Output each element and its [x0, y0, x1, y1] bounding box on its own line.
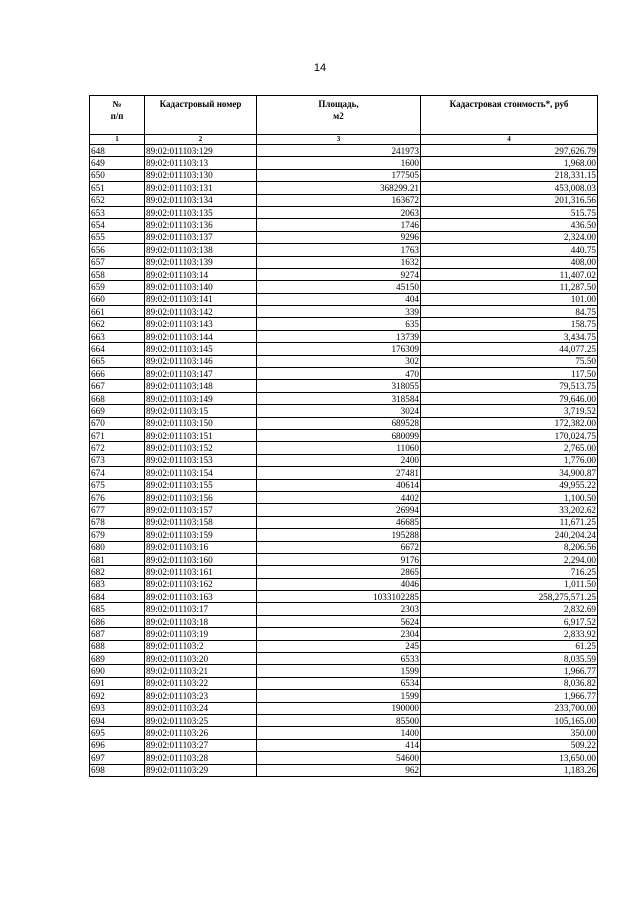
header-area-line2: м2: [333, 111, 344, 121]
row-number-cell: 681: [90, 553, 145, 565]
table-row: [90, 244, 598, 256]
cadastral-cost-cell: 509.22: [421, 739, 598, 751]
cadastral-number-cell: 89:02:011103:156: [145, 491, 257, 503]
table-row: [90, 727, 598, 739]
cadastral-cost-cell: 436.50: [421, 219, 598, 231]
cadastral-number-cell: 89:02:011103:13: [145, 157, 257, 169]
area-cell: 404: [257, 293, 421, 305]
cadastral-cost-cell: 172,382.00: [421, 417, 598, 429]
cadastral-cost-cell: 49,955.22: [421, 479, 598, 491]
area-cell: 6534: [257, 677, 421, 689]
area-cell: 2303: [257, 603, 421, 615]
area-cell: 163672: [257, 194, 421, 206]
cadastral-cost-cell: 33,202.62: [421, 504, 598, 516]
column-number-4: 4: [421, 135, 598, 145]
cadastral-number-cell: 89:02:011103:152: [145, 442, 257, 454]
row-number-cell: 683: [90, 578, 145, 590]
table-row: [90, 516, 598, 528]
row-number-cell: 680: [90, 541, 145, 553]
cadastral-cost-cell: 408.00: [421, 256, 598, 268]
area-cell: 1746: [257, 219, 421, 231]
cadastral-number-cell: 89:02:011103:159: [145, 529, 257, 541]
table-row: [90, 182, 598, 194]
table-row: [90, 653, 598, 665]
area-cell: 3024: [257, 405, 421, 417]
cadastral-number-cell: 89:02:011103:17: [145, 603, 257, 615]
cadastral-number-cell: 89:02:011103:147: [145, 368, 257, 380]
table-row: [90, 591, 598, 603]
row-number-cell: 662: [90, 318, 145, 330]
row-number-cell: 655: [90, 231, 145, 243]
row-number-cell: 652: [90, 194, 145, 206]
table-row: [90, 145, 598, 157]
cadastral-cost-cell: 350.00: [421, 727, 598, 739]
cadastral-cost-cell: 61.25: [421, 640, 598, 652]
table-row: [90, 343, 598, 355]
cadastral-cost-cell: 3,434.75: [421, 330, 598, 342]
cadastral-number-cell: 89:02:011103:151: [145, 429, 257, 441]
table-row: [90, 702, 598, 714]
table-row: [90, 479, 598, 491]
table-row: [90, 318, 598, 330]
cadastral-cost-cell: 170,024.75: [421, 429, 598, 441]
cadastral-cost-cell: 1,966.77: [421, 665, 598, 677]
cadastral-cost-cell: 8,206.56: [421, 541, 598, 553]
row-number-cell: 673: [90, 454, 145, 466]
area-cell: 11060: [257, 442, 421, 454]
cadastral-number-cell: 89:02:011103:137: [145, 231, 257, 243]
cadastral-cost-cell: 258,275,571.25: [421, 591, 598, 603]
cadastral-cost-cell: 1,776.00: [421, 454, 598, 466]
row-number-cell: 691: [90, 677, 145, 689]
cadastral-cost-cell: 297,626.79: [421, 145, 598, 157]
row-number-cell: 687: [90, 628, 145, 640]
row-number-cell: 660: [90, 293, 145, 305]
table-row: [90, 281, 598, 293]
row-number-cell: 666: [90, 368, 145, 380]
area-cell: 1033102285: [257, 591, 421, 603]
cadastral-cost-cell: 240,204.24: [421, 529, 598, 541]
cadastral-cost-cell: 2,832.69: [421, 603, 598, 615]
cadastral-cost-cell: 201,316.56: [421, 194, 598, 206]
table-row: [90, 392, 598, 404]
table-row: [90, 454, 598, 466]
row-number-cell: 693: [90, 702, 145, 714]
header-number: [90, 96, 145, 135]
table-row: [90, 293, 598, 305]
area-cell: 195288: [257, 529, 421, 541]
row-number-cell: 698: [90, 764, 145, 776]
cadastral-number-cell: 89:02:011103:157: [145, 504, 257, 516]
area-cell: 368299.21: [257, 182, 421, 194]
table-row: [90, 194, 598, 206]
area-cell: 302: [257, 355, 421, 367]
cadastral-number-cell: 89:02:011103:134: [145, 194, 257, 206]
row-number-cell: 684: [90, 591, 145, 603]
column-number-3: 3: [257, 135, 421, 145]
row-number-cell: 677: [90, 504, 145, 516]
area-cell: 176309: [257, 343, 421, 355]
cadastral-cost-cell: 440.75: [421, 244, 598, 256]
cadastral-cost-cell: 11,407.02: [421, 268, 598, 280]
table-row: [90, 541, 598, 553]
area-cell: 9296: [257, 231, 421, 243]
cadastral-cost-cell: 3,719.52: [421, 405, 598, 417]
cadastral-number-cell: 89:02:011103:160: [145, 553, 257, 565]
header-area-line1: Площадь,: [318, 99, 359, 109]
cadastral-cost-cell: 11,671.25: [421, 516, 598, 528]
cadastral-cost-cell: 34,900.87: [421, 467, 598, 479]
row-number-cell: 650: [90, 169, 145, 181]
cadastral-number-cell: 89:02:011103:2: [145, 640, 257, 652]
table-row: [90, 714, 598, 726]
row-number-cell: 665: [90, 355, 145, 367]
cadastral-number-cell: 89:02:011103:18: [145, 615, 257, 627]
table-row: [90, 764, 598, 776]
cadastral-cost-cell: 105,165.00: [421, 714, 598, 726]
area-cell: 1763: [257, 244, 421, 256]
area-cell: 190000: [257, 702, 421, 714]
cadastral-number-cell: 89:02:011103:14: [145, 268, 257, 280]
table-row: [90, 640, 598, 652]
table-row: [90, 739, 598, 751]
cadastral-number-cell: 89:02:011103:135: [145, 206, 257, 218]
cadastral-cost-cell: 117.50: [421, 368, 598, 380]
cadastral-number-cell: 89:02:011103:154: [145, 467, 257, 479]
row-number-cell: 675: [90, 479, 145, 491]
cadastral-cost-cell: 2,294.00: [421, 553, 598, 565]
area-cell: 680099: [257, 429, 421, 441]
area-cell: 5624: [257, 615, 421, 627]
cadastral-number-cell: 89:02:011103:150: [145, 417, 257, 429]
cadastral-number-cell: 89:02:011103:27: [145, 739, 257, 751]
cadastral-number-cell: 89:02:011103:25: [145, 714, 257, 726]
row-number-cell: 656: [90, 244, 145, 256]
area-cell: 1599: [257, 690, 421, 702]
cadastral-number-cell: 89:02:011103:26: [145, 727, 257, 739]
cadastral-cost-cell: 1,968.00: [421, 157, 598, 169]
cadastral-cost-cell: 79,513.75: [421, 380, 598, 392]
area-cell: 9274: [257, 268, 421, 280]
cadastral-cost-cell: 2,765.00: [421, 442, 598, 454]
cadastral-number-cell: 89:02:011103:15: [145, 405, 257, 417]
row-number-cell: 653: [90, 206, 145, 218]
column-number-row: [90, 135, 598, 145]
cadastral-number-cell: 89:02:011103:19: [145, 628, 257, 640]
cadastral-number-cell: 89:02:011103:161: [145, 566, 257, 578]
table-row: [90, 256, 598, 268]
table-row: [90, 491, 598, 503]
row-number-cell: 676: [90, 491, 145, 503]
table-row: [90, 219, 598, 231]
area-cell: 85500: [257, 714, 421, 726]
table-row: [90, 405, 598, 417]
area-cell: 2400: [257, 454, 421, 466]
cadastral-cost-cell: 218,331.15: [421, 169, 598, 181]
area-cell: 6533: [257, 653, 421, 665]
area-cell: 40614: [257, 479, 421, 491]
table-row: [90, 330, 598, 342]
area-cell: 318584: [257, 392, 421, 404]
cadastral-number-cell: 89:02:011103:162: [145, 578, 257, 590]
table-row: [90, 306, 598, 318]
row-number-cell: 695: [90, 727, 145, 739]
table-row: [90, 206, 598, 218]
cadastral-number-cell: 89:02:011103:146: [145, 355, 257, 367]
row-number-cell: 679: [90, 529, 145, 541]
cadastral-number-cell: 89:02:011103:141: [145, 293, 257, 305]
row-number-cell: 658: [90, 268, 145, 280]
cadastral-cost-cell: 8,035.59: [421, 653, 598, 665]
row-number-cell: 694: [90, 714, 145, 726]
cadastral-number-cell: 89:02:011103:143: [145, 318, 257, 330]
table-row: [90, 368, 598, 380]
row-number-cell: 692: [90, 690, 145, 702]
table-row: [90, 231, 598, 243]
header-number-line2: п/п: [110, 111, 124, 121]
cadastral-cost-cell: 6,917.52: [421, 615, 598, 627]
row-number-cell: 664: [90, 343, 145, 355]
cadastral-cost-cell: 79,646.00: [421, 392, 598, 404]
area-cell: 635: [257, 318, 421, 330]
cadastral-cost-cell: 158.75: [421, 318, 598, 330]
table-row: [90, 467, 598, 479]
header-cadastral-cost: Кадастровая стоимость*, руб: [421, 96, 598, 135]
cadastral-number-cell: 89:02:011103:158: [145, 516, 257, 528]
area-cell: 962: [257, 764, 421, 776]
row-number-cell: 688: [90, 640, 145, 652]
area-cell: 339: [257, 306, 421, 318]
row-number-cell: 671: [90, 429, 145, 441]
cadastral-number-cell: 89:02:011103:23: [145, 690, 257, 702]
area-cell: 689528: [257, 417, 421, 429]
cadastral-number-cell: 89:02:011103:144: [145, 330, 257, 342]
cadastral-number-cell: 89:02:011103:22: [145, 677, 257, 689]
cadastral-number-cell: 89:02:011103:130: [145, 169, 257, 181]
row-number-cell: 674: [90, 467, 145, 479]
table-row: [90, 566, 598, 578]
column-number-1: 1: [90, 135, 145, 145]
row-number-cell: 657: [90, 256, 145, 268]
row-number-cell: 689: [90, 653, 145, 665]
cadastral-number-cell: 89:02:011103:142: [145, 306, 257, 318]
row-number-cell: 667: [90, 380, 145, 392]
row-number-cell: 659: [90, 281, 145, 293]
area-cell: 414: [257, 739, 421, 751]
cadastral-cost-cell: 11,287.50: [421, 281, 598, 293]
area-cell: 1600: [257, 157, 421, 169]
area-cell: 13739: [257, 330, 421, 342]
table-row: [90, 429, 598, 441]
row-number-cell: 682: [90, 566, 145, 578]
table-row: [90, 157, 598, 169]
area-cell: 245: [257, 640, 421, 652]
cadastral-number-cell: 89:02:011103:139: [145, 256, 257, 268]
cadastral-number-cell: 89:02:011103:145: [145, 343, 257, 355]
table-row: [90, 665, 598, 677]
table-row: [90, 677, 598, 689]
area-cell: 45150: [257, 281, 421, 293]
area-cell: 6672: [257, 541, 421, 553]
row-number-cell: 670: [90, 417, 145, 429]
cadastral-cost-cell: 1,966.77: [421, 690, 598, 702]
header-cadastral-number: Кадастровый номер: [145, 96, 257, 135]
area-cell: 54600: [257, 752, 421, 764]
area-cell: 241973: [257, 145, 421, 157]
table-row: [90, 442, 598, 454]
cadastral-cost-cell: 13,650.00: [421, 752, 598, 764]
table-row: [90, 752, 598, 764]
area-cell: 26994: [257, 504, 421, 516]
cadastral-number-cell: 89:02:011103:29: [145, 764, 257, 776]
cadastral-cost-cell: 44,077.25: [421, 343, 598, 355]
cadastral-number-cell: 89:02:011103:24: [145, 702, 257, 714]
table-row: [90, 417, 598, 429]
cadastral-number-cell: 89:02:011103:129: [145, 145, 257, 157]
table-row: [90, 690, 598, 702]
area-cell: 177505: [257, 169, 421, 181]
cadastral-number-cell: 89:02:011103:28: [145, 752, 257, 764]
cadastral-number-cell: 89:02:011103:136: [145, 219, 257, 231]
row-number-cell: 648: [90, 145, 145, 157]
cadastral-number-cell: 89:02:011103:131: [145, 182, 257, 194]
table-row: [90, 615, 598, 627]
row-number-cell: 690: [90, 665, 145, 677]
cadastral-cost-cell: 75.50: [421, 355, 598, 367]
column-number-2: 2: [145, 135, 257, 145]
table-row: [90, 355, 598, 367]
cadastral-cost-cell: 8,036.82: [421, 677, 598, 689]
cadastral-cost-cell: 1,100.50: [421, 491, 598, 503]
area-cell: 318055: [257, 380, 421, 392]
cadastral-number-cell: 89:02:011103:149: [145, 392, 257, 404]
row-number-cell: 685: [90, 603, 145, 615]
cadastral-number-cell: 89:02:011103:138: [145, 244, 257, 256]
area-cell: 1400: [257, 727, 421, 739]
row-number-cell: 678: [90, 516, 145, 528]
table-row: [90, 169, 598, 181]
row-number-cell: 661: [90, 306, 145, 318]
cadastral-cost-cell: 2,324.00: [421, 231, 598, 243]
cadastral-number-cell: 89:02:011103:140: [145, 281, 257, 293]
cadastral-cost-cell: 84.75: [421, 306, 598, 318]
cadastral-number-cell: 89:02:011103:153: [145, 454, 257, 466]
header-area: [257, 96, 421, 135]
row-number-cell: 672: [90, 442, 145, 454]
area-cell: 4402: [257, 491, 421, 503]
cadastral-number-cell: 89:02:011103:21: [145, 665, 257, 677]
area-cell: 27481: [257, 467, 421, 479]
table-row: [90, 268, 598, 280]
cadastral-number-cell: 89:02:011103:155: [145, 479, 257, 491]
table-row: [90, 553, 598, 565]
area-cell: 4046: [257, 578, 421, 590]
cadastral-cost-cell: 453,008.03: [421, 182, 598, 194]
row-number-cell: 649: [90, 157, 145, 169]
area-cell: 9176: [257, 553, 421, 565]
cadastral-cost-cell: 1,183.26: [421, 764, 598, 776]
table-row: [90, 578, 598, 590]
area-cell: 1632: [257, 256, 421, 268]
row-number-cell: 697: [90, 752, 145, 764]
cadastre-table: [89, 95, 598, 777]
table-row: [90, 628, 598, 640]
cadastral-number-cell: 89:02:011103:148: [145, 380, 257, 392]
cadastral-cost-cell: 716.25: [421, 566, 598, 578]
cadastral-cost-cell: 1,011.50: [421, 578, 598, 590]
row-number-cell: 696: [90, 739, 145, 751]
page-number: 14: [313, 62, 327, 74]
area-cell: 2304: [257, 628, 421, 640]
cadastral-cost-cell: 233,700.00: [421, 702, 598, 714]
header-number-line1: №: [112, 99, 122, 109]
cadastral-cost-cell: 515.75: [421, 206, 598, 218]
table-row: [90, 603, 598, 615]
cadastral-cost-cell: 101.00: [421, 293, 598, 305]
area-cell: 46685: [257, 516, 421, 528]
area-cell: 2063: [257, 206, 421, 218]
area-cell: 2865: [257, 566, 421, 578]
cadastral-number-cell: 89:02:011103:20: [145, 653, 257, 665]
cadastral-cost-cell: 2,833.92: [421, 628, 598, 640]
area-cell: 1599: [257, 665, 421, 677]
area-cell: 470: [257, 368, 421, 380]
table-row: [90, 529, 598, 541]
row-number-cell: 663: [90, 330, 145, 342]
row-number-cell: 651: [90, 182, 145, 194]
table-body: [90, 145, 598, 777]
row-number-cell: 654: [90, 219, 145, 231]
row-number-cell: 668: [90, 392, 145, 404]
table-header-row: [90, 96, 598, 135]
table-row: [90, 380, 598, 392]
row-number-cell: 686: [90, 615, 145, 627]
row-number-cell: 669: [90, 405, 145, 417]
cadastral-number-cell: 89:02:011103:16: [145, 541, 257, 553]
table-row: [90, 504, 598, 516]
cadastral-number-cell: 89:02:011103:163: [145, 591, 257, 603]
